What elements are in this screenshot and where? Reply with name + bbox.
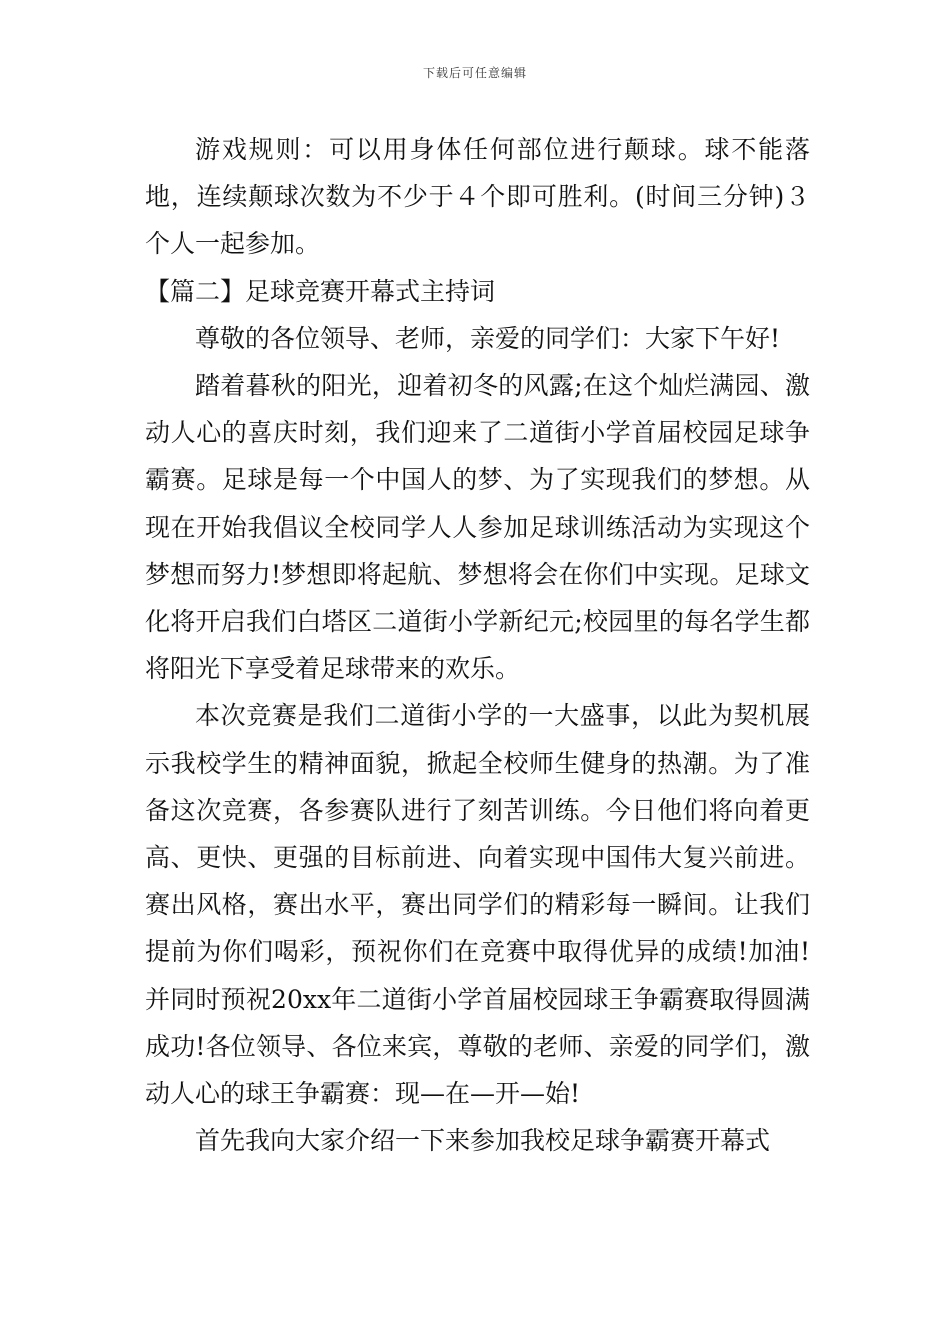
paragraph-game-rules: 游戏规则：可以用身体任何部位进行颠球。球不能落地，连续颠球次数为不少于４个即可胜利。(时间三分钟)３个人一起参加。 <box>145 135 810 259</box>
paragraph-competition: 本次竞赛是我们二道街小学的一大盛事，以此为契机展示我校学生的精神面貌，掀起全校师生健身的热潮。为了准备这次竞赛，各参赛队进行了刻苦训练。今日他们将向着更高、更快、更强的目标前进、向着实现中国伟大复兴前进。赛出风格，赛出水平，赛出同学们的精彩每一瞬间。让我们提前为你们喝彩，预祝你们在竞赛中取得优异的成绩!加油!并同时预祝20xx年二道街小学首届校园球王争霸赛取得圆满成功!各位领导、各位来宾，尊敬的老师、亲爱的同学们，激动人心的球王争霸赛：现—在—开—始! <box>145 701 810 1109</box>
paragraph-introduction: 首先我向大家介绍一下来参加我校足球争霸赛开幕式 <box>195 1126 771 1156</box>
paragraph-opening: 踏着暮秋的阳光，迎着初冬的风露;在这个灿烂满园、激动人心的喜庆时刻，我们迎来了二道街小学首届校园足球争霸赛。足球是每一个中国人的梦、为了实现我们的梦想。从现在开始我倡议全校同学人人参加足球训练活动为实现这个梦想而努力!梦想即将起航、梦想将会在你们中实现。足球文化将开启我们白塔区二道街小学新纪元;校园里的每名学生都将阳光下享受着足球带来的欢乐。 <box>145 371 810 684</box>
paragraph-greeting: 尊敬的各位领导、老师，亲爱的同学们：大家下午好! <box>195 323 781 353</box>
page-header: 下载后可任意编辑 <box>422 66 527 80</box>
section-heading: 【篇二】足球竞赛开幕式主持词 <box>145 276 496 306</box>
document-body <box>145 126 810 1164</box>
